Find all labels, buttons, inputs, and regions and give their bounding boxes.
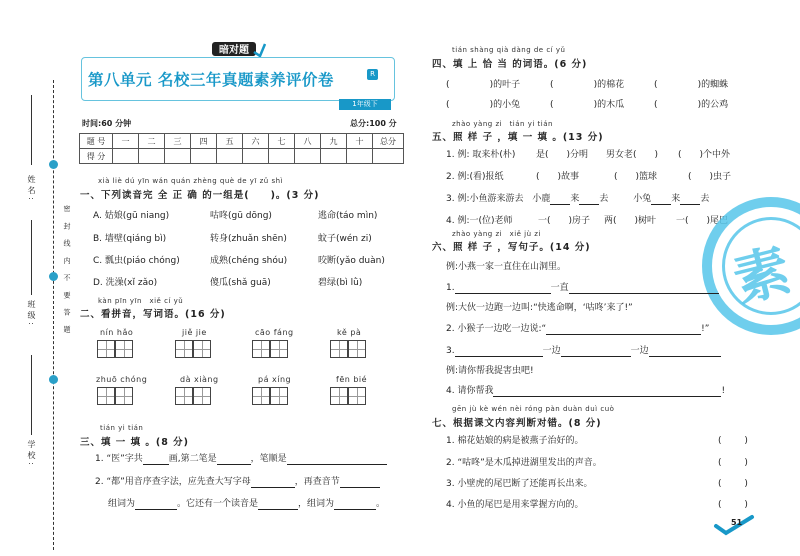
q6-title: 六、照 样 子 ，写句子。(14 分) (432, 242, 591, 253)
q1-option-b: B. 墙壁(qiáng bì) (93, 234, 167, 244)
q4-row1-item: ( )的叶子 (446, 80, 521, 90)
score-cell[interactable] (243, 149, 269, 164)
q3-line3-part1: 组词为 (108, 499, 136, 509)
page-title: 第八单元 名校三年真题素养评价卷 (88, 71, 334, 89)
q3-line1 (95, 454, 387, 465)
q5-line4-item: 两( )树叶 (604, 216, 657, 226)
q5-line3-word: 去 (700, 194, 710, 204)
q5-blank[interactable] (550, 195, 570, 205)
school-label: 学校: (27, 440, 36, 468)
score-header-row (80, 134, 404, 149)
q4-phrase: 的公鸡 (701, 100, 729, 110)
writing-grid-box[interactable] (115, 387, 133, 405)
q2-word-pinyin: nín hǎo (100, 328, 134, 337)
q5-line3-word: 小鹿 (532, 194, 551, 204)
q1-option-d: D. 洗澡(xǐ zǎo) (93, 278, 158, 288)
page-number: 51 (731, 518, 743, 527)
q4-phrase: 的叶子 (493, 80, 521, 90)
q6-blank[interactable] (455, 347, 543, 357)
q6-blank[interactable] (561, 347, 631, 357)
q6-line4 (446, 386, 725, 397)
q7-title: 七、根据课文内容判断对错。(8 分) (432, 418, 602, 429)
q1-option-a: A. 姑娘(gū niang) (93, 211, 170, 221)
q1-pinyin: xià liè dú yīn wán quán zhèng què de yī zǔ shì (98, 177, 283, 185)
q1-option-d-word3: 碧绿(bì lǜ) (318, 278, 363, 288)
total-label: 总分:100 分 (350, 119, 397, 128)
q2-title: 二、看拼音，写词语。(16 分) (80, 309, 226, 320)
q5-line3-word: 来 (570, 194, 580, 204)
q4-phrase: 的蜘蛛 (701, 80, 729, 90)
score-cell[interactable] (217, 149, 243, 164)
q3-line3-part3: ，组词为 (298, 499, 335, 509)
q5-pinyin: zhào yàng zi tián yi tián (452, 120, 553, 128)
score-header-cell: 四 (191, 134, 217, 149)
writing-grid-box[interactable] (270, 340, 288, 358)
q3-line3 (108, 499, 385, 510)
score-cell[interactable] (113, 149, 139, 164)
reading-blank[interactable] (258, 500, 298, 510)
q1-option-a-word3: 逃命(táo mìn) (318, 211, 378, 221)
q5-line2-item: ( )虫子 (688, 172, 732, 182)
writing-grid-box[interactable] (193, 340, 211, 358)
grade-tag: 1年级下 (339, 99, 391, 110)
q5-line1-item: 是( )分明 (536, 150, 589, 160)
q6-line3-word: 一边 (630, 346, 649, 356)
writing-grid-box[interactable] (270, 387, 288, 405)
score-cell[interactable] (373, 149, 404, 164)
q2-pinyin: kàn pīn yīn xiě cí yǔ (98, 297, 184, 305)
q5-line4-item: 一( )尾巴 (676, 216, 729, 226)
q2-word-pinyin: kě pà (337, 328, 362, 337)
score-header-cell: 六 (243, 134, 269, 149)
score-cell[interactable] (139, 149, 165, 164)
q4-row1-item: ( )的棉花 (550, 80, 625, 90)
q6-line1 (446, 283, 719, 294)
school-underline (31, 355, 32, 435)
q5-line3-example: 3. 例:小鱼游来游去 (446, 194, 524, 204)
q6-line2 (446, 324, 709, 335)
writing-grid-box[interactable] (252, 340, 270, 358)
class-label: 班级: (27, 300, 36, 328)
q3-title: 三、填 一 填 。(8 分) (80, 437, 190, 448)
q1-option-a-word2: 咕咚(gū dōng) (210, 211, 272, 221)
score-header-cell: 十 (347, 134, 373, 149)
binding-line (53, 80, 54, 550)
q6-line1-word: 一直 (550, 283, 569, 293)
writing-grid-box[interactable] (330, 387, 348, 405)
score-value-row (80, 149, 404, 164)
q2-word-pinyin: cāo fáng (255, 328, 294, 337)
q3-line2-part1: 2. “都”用音序查字法，应先查大写字母 (95, 477, 251, 487)
q6-line2-lead: 2. 小猴子一边吃一边说:“ (446, 324, 547, 334)
q2-word-pinyin: jiě jie (182, 328, 207, 337)
q7-item: 2. “咕咚”是木瓜掉进湖里发出的声音。 (446, 458, 602, 468)
writing-grid-box[interactable] (330, 340, 348, 358)
writing-grid-box[interactable] (175, 340, 193, 358)
q3-line3-part2: 。它还有一个读音是 (177, 499, 259, 509)
word-blank[interactable] (135, 500, 177, 510)
syllable-blank[interactable] (340, 478, 380, 488)
q1-option-c: C. 瓢虫(piáo chóng) (93, 256, 180, 266)
score-cell[interactable] (269, 149, 295, 164)
q6-line3 (446, 346, 721, 357)
q7-item: 4. 小鱼的尾巴是用来掌握方向的。 (446, 500, 584, 510)
score-row-label: 得 分 (80, 149, 113, 164)
score-header-cell: 总分 (373, 134, 404, 149)
second-stroke-blank[interactable] (217, 455, 251, 465)
score-header-cell: 二 (139, 134, 165, 149)
q5-blank[interactable] (680, 195, 700, 205)
q6-example-2: 例:大伙一边跑一边叫:“快逃命啊，‘咕咚’来了!” (446, 303, 633, 313)
q6-blank[interactable] (493, 387, 721, 397)
q4-row1-item: ( )的蜘蛛 (654, 80, 729, 90)
letter-blank[interactable] (251, 478, 295, 488)
q6-example-3: 例:请你帮我捉害虫吧! (446, 366, 534, 376)
q3-line1-part3: ，笔顺是 (250, 454, 287, 464)
binding-dot (49, 375, 58, 384)
q5-line4-item: 一( )房子 (538, 216, 591, 226)
q4-row2-item: ( )的木瓜 (550, 100, 625, 110)
seal-notice: 密 封 线 内 不 要 答 题 (63, 205, 71, 337)
q3-pinyin: tián yi tián (100, 424, 144, 432)
writing-grid-box[interactable] (97, 387, 115, 405)
q6-line3-num: 3. (446, 346, 455, 356)
q6-line4-end: ! (721, 386, 726, 396)
q5-title: 五、照 样 子 ，填 一 填 。(13 分) (432, 132, 604, 143)
edition-badge: R (367, 69, 378, 80)
score-header-cell: 五 (217, 134, 243, 149)
q2-word-pinyin: fēn bié (336, 375, 368, 384)
score-table (79, 133, 404, 164)
q5-line3-word: 去 (599, 194, 609, 204)
score-cell[interactable] (165, 149, 191, 164)
brand-logo (210, 40, 266, 58)
stroke-count-blank[interactable] (143, 455, 169, 465)
q5-line1-item: ( )个中外 (678, 150, 731, 160)
q3-line2 (95, 477, 380, 488)
q6-line1-num: 1. (446, 283, 455, 293)
q6-blank[interactable] (546, 325, 701, 335)
score-header-cell: 题 号 (80, 134, 113, 149)
q1-option-b-word2: 转身(zhuǎn shēn) (210, 234, 287, 244)
q4-phrase: 的木瓜 (597, 100, 625, 110)
q4-title: 四、填 上 恰 当 的词语。(6 分) (432, 59, 588, 70)
writing-grid-box[interactable] (348, 387, 366, 405)
q6-blank[interactable] (569, 284, 719, 294)
q3-line1-part1: 1. “医”字共 (95, 454, 143, 464)
name-label: 姓名: (27, 175, 36, 203)
q2-word-pinyin: pá xíng (258, 375, 292, 384)
q7-item: 1. 棉花姑娘的病是被燕子治好的。 (446, 436, 584, 446)
judge-blank[interactable]: ( ) (718, 500, 748, 510)
score-cell[interactable] (321, 149, 347, 164)
judge-blank[interactable]: ( ) (718, 458, 748, 468)
binding-dot (49, 160, 58, 169)
judge-blank[interactable]: ( ) (718, 436, 748, 446)
score-cell[interactable] (295, 149, 321, 164)
writing-grid-box[interactable] (115, 340, 133, 358)
q5-line2-item: ( )故事 (536, 172, 580, 182)
q1-option-b-word3: 蚊子(wén zi) (318, 234, 372, 244)
writing-grid-box[interactable] (97, 340, 115, 358)
q7-pinyin: gēn jù kè wén nèi róng pàn duàn duì cuò (452, 405, 615, 413)
time-label: 时间:60 分钟 (82, 119, 132, 128)
score-cell[interactable] (347, 149, 373, 164)
q4-phrase: 的小兔 (493, 100, 521, 110)
q7-item: 3. 小壁虎的尾巴断了还能再长出来。 (446, 479, 593, 489)
q5-line3 (446, 194, 709, 205)
binding-dot (49, 272, 58, 281)
q6-blank[interactable] (455, 284, 551, 294)
writing-grid-box[interactable] (175, 387, 193, 405)
score-header-cell: 九 (321, 134, 347, 149)
q1-title: 一、下列读音完 全 正 确 的一组是( )。(3 分) (80, 190, 320, 201)
q3-line2-part2: ，再查音节 (294, 477, 340, 487)
q6-example-1: 例:小燕一家一直住在山洞里。 (446, 262, 567, 272)
q1-option-d-word2: 傻瓜(shǎ guā) (210, 278, 271, 288)
writing-grid-box[interactable] (193, 387, 211, 405)
q4-pinyin: tián shàng qià dàng de cí yǔ (452, 46, 566, 54)
writing-grid-box[interactable] (348, 340, 366, 358)
q4-phrase: 的棉花 (597, 80, 625, 90)
judge-blank[interactable]: ( ) (718, 479, 748, 489)
q6-line2-end: !” (701, 324, 710, 334)
q6-pinyin: zhào yàng zi xiě jù zi (452, 230, 541, 238)
q5-line2-example: 2. 例:(看)报纸 (446, 172, 504, 182)
q1-option-c-word3: 咬断(yǎo duàn) (318, 256, 385, 266)
q5-line3-word: 小兔 (633, 194, 652, 204)
watermark-stamp-char: 素 (727, 238, 798, 315)
stroke-order-blank[interactable] (287, 455, 387, 465)
q5-line1-example: 1. 例: 取来朴(朴) (446, 150, 516, 160)
q5-blank[interactable] (579, 195, 599, 205)
q5-blank[interactable] (651, 195, 671, 205)
q3-line3-part4: 。 (376, 499, 386, 509)
class-underline (31, 220, 32, 295)
q6-line3-word: 一边 (542, 346, 561, 356)
score-cell[interactable] (191, 149, 217, 164)
score-header-cell: 一 (113, 134, 139, 149)
name-underline (31, 95, 32, 165)
writing-grid-box[interactable] (252, 387, 270, 405)
word-blank-2[interactable] (334, 500, 376, 510)
q5-line3-word: 来 (671, 194, 681, 204)
q2-word-pinyin: dà xiàng (180, 375, 219, 384)
q6-line4-lead: 4. 请你帮我 (446, 386, 494, 396)
q1-option-c-word2: 成熟(chéng shóu) (210, 256, 288, 266)
q4-row2-item: ( )的小兔 (446, 100, 521, 110)
q3-line1-part2: 画,第二笔是 (168, 454, 217, 464)
q5-line1-item: 男女老( ) (606, 150, 659, 160)
score-header-cell: 三 (165, 134, 191, 149)
score-header-cell: 八 (295, 134, 321, 149)
svg-text:暗对题: 暗对题 (219, 45, 249, 56)
q2-word-pinyin: zhuō chóng (96, 375, 148, 384)
q5-line2-item: ( )篮球 (614, 172, 658, 182)
score-header-cell: 七 (269, 134, 295, 149)
q6-blank[interactable] (649, 347, 721, 357)
q5-line4-example: 4. 例:一(位)老师 (446, 216, 513, 226)
q4-row2-item: ( )的公鸡 (654, 100, 729, 110)
